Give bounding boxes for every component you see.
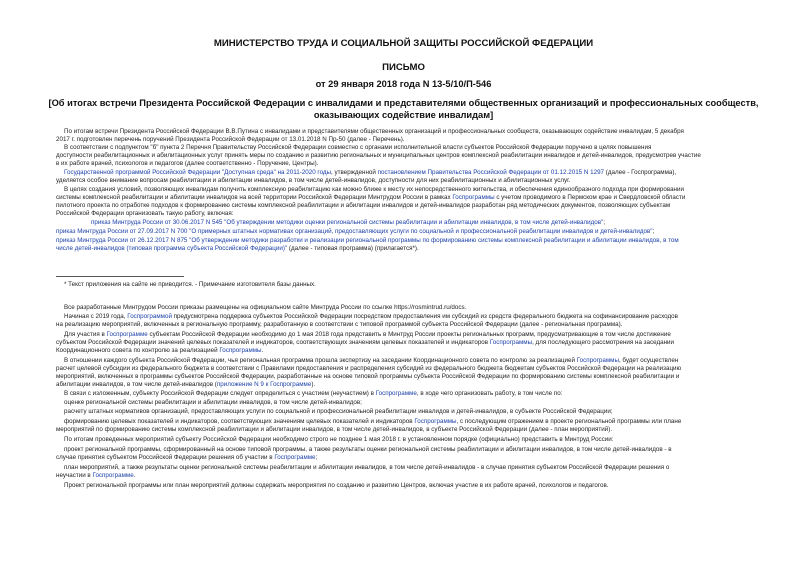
- text-segment: ;: [652, 228, 655, 235]
- text-segment: случае принятия субъектом Российской Федерации решения об участии в: [56, 454, 275, 461]
- text-segment: ;: [603, 219, 606, 226]
- link-gosprogramma[interactable]: Госпрограммы: [414, 418, 457, 425]
- link-gosprogramma[interactable]: Госпрограммы: [452, 194, 495, 201]
- paragraph-7-line-2: [56, 339, 674, 347]
- footnote: * Текст приложения на сайте не приводится. - Примечание изготовителя базы данных.: [64, 281, 316, 288]
- text-segment: субъектом Российской Федерации значений целевых показателей и индикаторов, соответствующих значениям целевых показателей и индикаторов: [56, 339, 490, 346]
- text-approved: , утвержденной: [331, 169, 378, 176]
- paragraph-2-line-3: в их работе врачей, психологов и педагогов (далее соответственно - Поручение, Центры).: [56, 160, 319, 167]
- link-gosprogramma[interactable]: Госпрограммы: [489, 339, 533, 346]
- paragraph-11: расчету штатных нормативов организаций, предоставляющих услуги по социальной и профессиональной реабилитации инвалидов и детей-инвалидов, в субъекте Российской Федерации;: [64, 408, 613, 415]
- link-gosprogramma[interactable]: Госпрограммы: [219, 347, 262, 354]
- link-postanovlenie-1297[interactable]: постановлением Правительства Российской Федерации от 01.12.2015 N 1297: [377, 169, 605, 176]
- text-segment: Для участия в: [64, 331, 107, 338]
- link-order-545[interactable]: приказ Минтруда России от 30.06.2017 N 545 "Об утверждении методики оценки региональной системы реабилитации и абилитации инвалидов, в том числе детей-инвалидов": [91, 219, 604, 226]
- text-segment: системы комплексной реабилитации и абилитации инвалидов на всей территории Российской Федерации Минтрудом России в рамках: [56, 194, 453, 201]
- paragraph-1-line-2: 2017 г. подготовлен перечень поручений Президента Российской Федерации от 13.01.2018 N Пр-50 (далее - Перечень).: [56, 136, 405, 143]
- link-gosprogramma[interactable]: Госпрограмме: [92, 472, 134, 479]
- paragraph-4-line-2: [56, 194, 685, 202]
- paragraph-8-line-3: мероприятий, включенных в программы субъектов Российской Федерации, разработанные на основе типовой программы субъекта Российской Федерации по формированию системы комплексной реабилитации и: [56, 373, 680, 380]
- list-item-order-545: [91, 219, 605, 227]
- paragraph-6-line-2: на реализацию мероприятий, включенных в региональную программу, разработанную в соответствии с типовой программой субъекта Российской Федерации (далее - региональная программа).: [56, 321, 623, 328]
- paragraph-7-line-3: [56, 347, 263, 355]
- text-gosprogramma-abbr: (далее - Госпрограмма),: [604, 169, 677, 176]
- paragraph-3-line-2: уделяется особое внимание вопросам реабилитации и абилитации инвалидов, в том числе детей-инвалидов, доступности для них реабилитационных и абилитационных услуг.: [56, 177, 571, 184]
- footnote-divider: [56, 276, 184, 277]
- link-gosprogramma[interactable]: Госпрограмме: [375, 390, 417, 397]
- text-segment: .: [133, 472, 136, 479]
- paragraph-6-line-1: [64, 313, 678, 321]
- text-segment: Начиная с 2019 года,: [64, 313, 128, 320]
- paragraph-12-line-1: [64, 418, 681, 426]
- link-gosprogramma-title[interactable]: Государственной программой Российской Федерации "Доступная среда" на 2011-2020 годы: [64, 169, 332, 176]
- paragraph-13: По итогам проведенных мероприятий субъекту Российской Федерации необходимо строго не позднее 1 мая 2018 г. в установленном порядке (официально) представить в Минтруд России:: [64, 436, 614, 443]
- paragraph-16: Проект региональной программы или план мероприятий должны содержать мероприятия по созданию и развитию Центров, включая участие в их работе врачей, психологов и педагогов.: [64, 482, 609, 489]
- paragraph-5: Все разработанные Минтрудом России приказы размещены на официальном сайте Минтруда России по ссылке https://rosmintrud.ru/docs.: [64, 304, 467, 311]
- text-segment: , для последующего рассмотрения на заседании: [532, 339, 675, 346]
- link-order-875-cont[interactable]: числе детей-инвалидов (типовая программа субъекта Российской Федерации)": [56, 245, 288, 252]
- paragraph-15-line-1: план мероприятий, а также результаты оценки региональной системы реабилитации и абилитации инвалидов, в том числе детей-инвалидов - в случае принятия субъектом Российской Федерации решения о: [64, 464, 670, 471]
- text-segment: , будет осуществлен: [618, 357, 679, 364]
- document-subject: [0, 97, 807, 121]
- paragraph-1-line-1: По итогам встречи Президента Российской Федерации В.В.Путина с инвалидами и представителями общественных организаций и профессиональных сообществ, оказывающих содействие инвалидам, 5 декабря: [64, 128, 684, 135]
- text-segment: предусмотрена поддержка субъектов Российской Федерации посредством предоставления им субсидий из средств федерального бюджета на софинансирование расходов: [171, 313, 678, 320]
- paragraph-12-line-2: мероприятий по формированию системы комплексной реабилитации и абилитации инвалидов, в том числе детей-инвалидов, в субъекте Российской Федерации (далее - план мероприятий).: [56, 426, 613, 433]
- paragraph-2-line-2: доступности реабилитационных и абилитационных услуг принять меры по созданию и развитию региональных и муниципальных центров комплексной реабилитации инвалидов и детей-инвалидов, предусмотрев участие: [56, 152, 701, 159]
- paragraph-4-line-3: пилотного проекта по отработке подходов к формированию системы комплексной реабилитации и абилитации инвалидов и детей-инвалидов разработан ряд методических документов, позволяющих субъектам: [56, 202, 671, 209]
- paragraph-4-line-4: Российской Федерации организовать такую работу, включая:: [56, 210, 234, 217]
- link-appendix-9[interactable]: приложение N 9 к Госпрограмме: [216, 381, 312, 388]
- paragraph-8-line-2: расчет целевой субсидии из федерального бюджета в соответствии с Правилами предоставления и распределения субсидий из федерального бюджета бюджетам субъектов Российской Федерации на реализацию: [56, 365, 682, 372]
- text-segment: .: [261, 347, 264, 354]
- subject-line-2: оказывающих содействие инвалидам]: [313, 110, 494, 120]
- paragraph-10: оценке региональной системы реабилитации и абилитации инвалидов, в том числе детей-инвалидов;: [64, 399, 362, 406]
- paragraph-7-line-1: [64, 331, 671, 339]
- paragraph-8-line-4: [56, 381, 315, 389]
- paragraph-2-line-1: В соответствии с подпунктом "б" пункта 2 Перечня Правительству Российской Федерации совместно с органами исполнительной власти субъектов Российской Федерации поручено в целях повышения: [64, 144, 652, 151]
- link-order-700[interactable]: приказ Минтруда России от 27.09.2017 N 700 "О примерных штатных нормативах организаций, предоставляющих услуги по социальной и профессиональной реабилитации инвалидов и детей-инвалидов": [56, 228, 653, 235]
- list-item-order-875-line-1: [56, 237, 679, 245]
- text-segment: В отношении каждого субъекта Российской Федерации, чья региональная программа прошла экспертизу на заседании Координационного совета по контролю за реализацией: [64, 357, 577, 364]
- paragraph-4-line-1: В целях создания условий, позволяющих инвалидам получить комплексную реабилитацию как можно ближе к месту их непосредственного жительства, и обеспечения единообразного подхода при формировании: [64, 186, 684, 193]
- subject-line-1: [Об итогах встречи Президента Российской Федерации с инвалидами и представителями общественных организаций и профессиональных сообществ,: [48, 98, 759, 108]
- text-segment: (далее - типовая программа) (прилагается*).: [287, 245, 419, 252]
- paragraph-15-line-2: [56, 472, 135, 480]
- paragraph-9: [64, 390, 562, 398]
- text-segment: , с последующим отражением в проекте региональной программы или плане: [456, 418, 682, 425]
- ministry-title: МИНИСТЕРСТВО ТРУДА И СОЦИАЛЬНОЙ ЗАЩИТЫ РОССИЙСКОЙ ФЕДЕРАЦИИ: [213, 38, 594, 49]
- paragraph-14-line-2: [56, 454, 317, 462]
- text-segment: абилитации инвалидов, в том числе детей-инвалидов (: [56, 381, 217, 388]
- list-item-order-875-line-2: [56, 245, 419, 253]
- text-segment: формированию целевых показателей и индикаторов, соответствующих значениям целевых показателей и индикаторов: [64, 418, 415, 425]
- list-item-order-700: [56, 228, 654, 236]
- link-gosprogramma[interactable]: Госпрограмме: [274, 454, 316, 461]
- link-gosprogramma[interactable]: Госпрограммы: [576, 357, 619, 364]
- text-segment: субъектам Российской Федерации необходимо до 1 мая 2018 года представить в Минтруд России проекты региональных программ, предусматривающие в том числе достижение: [147, 331, 671, 338]
- link-gosprogramma[interactable]: Госпрограммой: [127, 313, 172, 320]
- text-segment: Координационного совета по контролю за реализацией: [56, 347, 220, 354]
- paragraph-8-line-1: [64, 357, 678, 365]
- text-segment: с учетом проводимого в Пермском крае и Свердловской области: [494, 194, 686, 201]
- text-segment: ).: [311, 381, 316, 388]
- text-segment: неучастии в: [56, 472, 93, 479]
- link-order-875[interactable]: приказ Минтруда России от 26.12.2017 N 875 "Об утверждении методики разработки и реализации региональной программы по формированию системы комплексной реабилитации и абилитации инвалидов, в том: [56, 237, 679, 244]
- paragraph-14-line-1: проект региональной программы, сформированный на основе типовой программы, а также результаты оценки региональной системы реабилитации и абилитации инвалидов, в том числе детей-инвалидов - в: [64, 446, 672, 453]
- document-date-number: от 29 января 2018 года N 13-5/10/П-546: [315, 79, 492, 89]
- paragraph-3-line-1: [64, 169, 676, 177]
- text-segment: , в ходе чего организовать работу, в том числе по:: [416, 390, 563, 397]
- text-segment: ;: [315, 454, 318, 461]
- document-type: ПИСЬМО: [382, 62, 425, 73]
- link-gosprogramma[interactable]: Госпрограмме: [106, 331, 148, 338]
- text-segment: В связи с изложенным, субъекту Российской Федерации следует определиться с участием (неучастием) в: [64, 390, 376, 397]
